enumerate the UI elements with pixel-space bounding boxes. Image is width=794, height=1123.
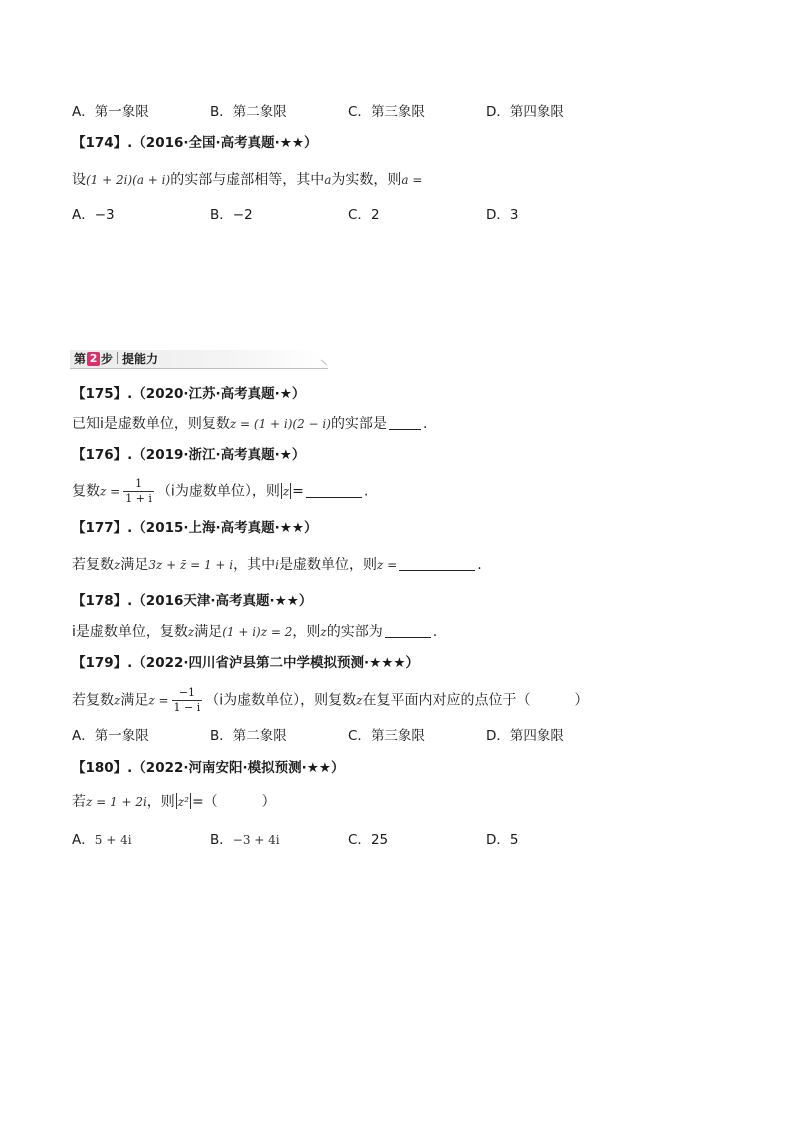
option-d: D．3 [486, 207, 519, 223]
option-a: A．第一象限 [72, 104, 149, 120]
option-b: B．第二象限 [210, 104, 287, 120]
q175-expression: z = (1 + i)(2 − i) [229, 417, 331, 431]
q174-var-a: a [324, 173, 332, 187]
answer-blank[interactable] [399, 556, 475, 571]
section-title: 第 2 步 提能力 [74, 352, 159, 366]
q176-fraction: $\frac{1}{1 + i}$ [125, 477, 152, 505]
q178-body: i是虚数单位，复数z满足(1 + i)z = 2，则z的实部为 . [72, 624, 438, 640]
q175-body: 已知i是虚数单位，则复数z = (1 + i)(2 − i)的实部是 . [72, 416, 428, 432]
option-c: C．第三象限 [348, 728, 425, 744]
q174-body [72, 168, 422, 192]
option-d: D．第四象限 [486, 104, 564, 120]
q178-header: 【178】.（2016天津·高考真题·★★） [72, 593, 313, 609]
option-a: A．−3 [72, 207, 115, 223]
option-a: A．第一象限 [72, 728, 149, 744]
option-b: B．第二象限 [210, 728, 287, 744]
option-c: C．25 [348, 832, 389, 848]
q179-header: 【179】.（2022·四川省泸县第二中学模拟预测·★★★） [72, 655, 419, 671]
q180-body: 若z = 1 + 2i，则 z² =（ ） [72, 794, 276, 810]
q179-body: 若复数z满足z = $\frac{-1}{1 - i}$ （i为虚数单位），则复数z在复平面内对应的点位于（ ） [72, 686, 589, 714]
q174-var-a-eq: a = [401, 173, 423, 187]
option-b: B．−3 + 4i [210, 832, 280, 848]
answer-blank[interactable] [389, 415, 421, 430]
option-c: C．2 [348, 207, 380, 223]
q179-options [72, 725, 632, 747]
q180-expression: z = 1 + 2i [86, 795, 147, 809]
option-d: D．5 [486, 832, 519, 848]
q175-header: 【175】.（2020·江苏·高考真题·★） [72, 386, 306, 402]
q176-header: 【176】.（2019·浙江·高考真题·★） [72, 447, 306, 463]
q177-expression: 3z + z̄ = 1 + i [148, 558, 234, 572]
option-d: D．第四象限 [486, 728, 564, 744]
option-b: B．−2 [210, 207, 253, 223]
option-a: A．5 + 4i [72, 832, 132, 848]
q174-options [72, 204, 632, 226]
q178-expression: (1 + i)z = 2 [222, 625, 293, 639]
q180-options [72, 829, 632, 851]
top-options [72, 101, 632, 123]
option-c: C．第三象限 [348, 104, 425, 120]
section-bar [70, 350, 330, 368]
step-number-badge: 2 [87, 352, 100, 366]
q174-expression: (1 + 2i)(a + i) [86, 173, 171, 187]
q180-header: 【180】.（2022·河南安阳·模拟预测·★★） [72, 760, 345, 776]
q174-text-2: 的实部与虚部相等，其中 [170, 172, 325, 188]
q177-body: 若复数z满足3z + z̄ = 1 + i，其中i是虚数单位，则z = . [72, 557, 482, 573]
q174-header: 【174】.（2016·全国·高考真题·★★） [72, 135, 318, 151]
q174-text-1: 设 [72, 172, 86, 188]
answer-blank[interactable] [306, 483, 362, 498]
answer-blank[interactable] [385, 623, 431, 638]
q176-body: 复数z = $\frac{1}{1 + i}$ （i为虚数单位），则 z = . [72, 477, 369, 505]
q177-header: 【177】.（2015·上海·高考真题·★★） [72, 520, 318, 536]
q174-text-3: 为实数，则 [331, 172, 402, 188]
q179-fraction: $\frac{-1}{1 - i}$ [173, 686, 201, 714]
